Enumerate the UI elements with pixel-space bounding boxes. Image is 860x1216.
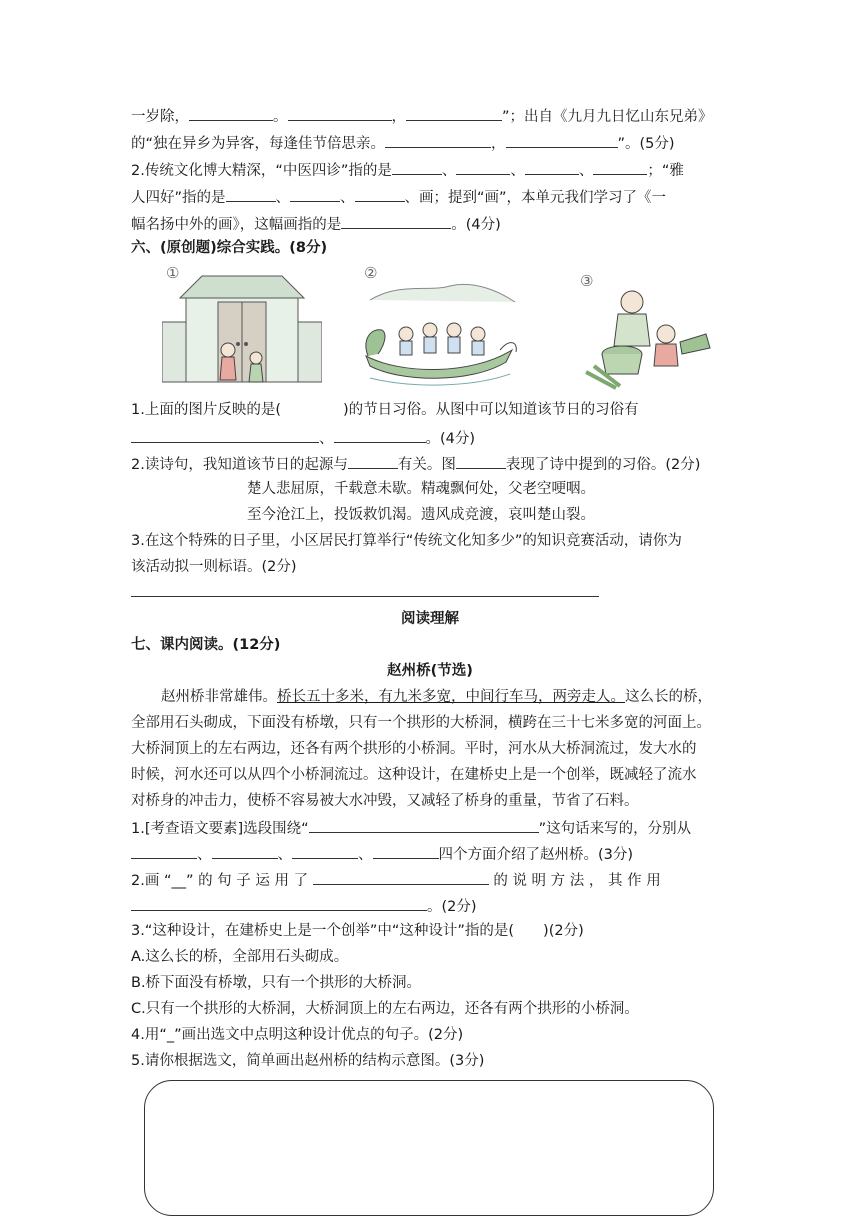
text: 。 xyxy=(273,109,288,125)
passage-line-5: 对桥身的冲击力，使桥不容易被大水冲毁，又减轻了桥身的重量，节省了石料。 xyxy=(131,793,639,809)
text: 。(4分) xyxy=(425,431,476,447)
poem-fill-line-2 xyxy=(131,131,675,155)
text: 、画；提到“画”，本单元我们学习了《一 xyxy=(404,190,667,206)
slogan-answer-line[interactable] xyxy=(131,596,599,597)
text: )的节日习俗。从图中可以知道该节日的习俗有 xyxy=(343,402,639,418)
text: 、 xyxy=(197,847,212,863)
text: 1.上面的图片反映的是( xyxy=(131,402,281,418)
drawing-answer-box[interactable] xyxy=(144,1080,714,1216)
answer-blank[interactable] xyxy=(355,185,405,202)
text: 的 说 明 方 法 ， 其 作 用 xyxy=(493,873,661,889)
text: 赵州桥非常雄伟。 xyxy=(161,689,277,705)
text: 这么长的桥， xyxy=(625,689,712,705)
question-7-5: 5.请你根据选文，简单画出赵州桥的结构示意图。(3分) xyxy=(131,1053,485,1069)
question-5-2-line-3 xyxy=(131,212,501,236)
question-7-1-line-1 xyxy=(131,816,691,840)
text: 。(2分) xyxy=(427,899,477,915)
text: 、 xyxy=(510,163,525,179)
question-7-2-line-2 xyxy=(131,894,477,918)
answer-blank[interactable] xyxy=(131,894,427,911)
text: 、 xyxy=(340,190,355,206)
reading-title: 阅读理解 xyxy=(401,611,459,627)
answer-blank[interactable] xyxy=(373,842,439,859)
option-a[interactable]: A.这么长的桥，全部用石头砌成。 xyxy=(131,949,349,965)
text: ， xyxy=(391,109,406,125)
answer-blank[interactable] xyxy=(385,131,491,148)
answer-blank[interactable] xyxy=(341,212,451,229)
answer-blank[interactable] xyxy=(334,426,426,443)
text: 2.画 “__” 的 句 子 运 用 了 xyxy=(131,873,309,889)
picture-2-dragon-boat-illustration xyxy=(360,262,520,392)
text: 幅名扬中外的画》，这幅画指的是 xyxy=(131,217,342,233)
question-6-3-line-1: 3.在这个特殊的日子里，小区居民打算举行“传统文化知多少”的知识竞赛活动，请你为 xyxy=(131,533,682,549)
poem-fill-line-1 xyxy=(131,104,713,128)
answer-blank[interactable] xyxy=(292,842,358,859)
answer-blank[interactable] xyxy=(406,104,502,121)
question-7-3: 3.“这种设计，在建桥史上是一个创举”中“这种设计”指的是( )(2分) xyxy=(131,923,584,939)
answer-blank[interactable] xyxy=(189,104,273,121)
question-6-3-line-2: 该活动拟一则标语。(2分) xyxy=(131,559,297,575)
text: ， xyxy=(491,136,506,152)
text: 一岁除， xyxy=(131,109,189,125)
text: 、 xyxy=(578,163,594,179)
picture-1-gate-illustration xyxy=(162,262,322,392)
answer-blank[interactable] xyxy=(456,158,510,175)
poem-line-1: 楚人悲屈原，千载意未歇。精魂飘何处，父老空哽咽。 xyxy=(247,481,595,497)
text: 、 xyxy=(441,163,457,179)
answer-blank[interactable] xyxy=(288,104,392,121)
question-5-2-line-2 xyxy=(131,185,666,209)
answer-blank[interactable] xyxy=(348,452,398,469)
answer-blank[interactable] xyxy=(212,842,278,859)
answer-blank[interactable] xyxy=(290,185,340,202)
passage-title: 赵州桥(节选) xyxy=(387,663,473,679)
underlined-sentence: 桥长五十多米，有九米多宽，中间行车马，两旁走人。 xyxy=(277,689,625,705)
text: 、 xyxy=(319,431,334,447)
answer-blank[interactable] xyxy=(313,868,489,885)
question-5-2-line-1 xyxy=(131,158,684,182)
text: 。(4分) xyxy=(451,217,501,233)
passage-line-2: 全部用石头砌成，下面没有桥墩，只有一个拱形的大桥洞，横跨在三十七米多宽的河面上。 xyxy=(131,715,711,731)
picture-1-label: ① xyxy=(166,264,180,282)
answer-blank[interactable] xyxy=(226,185,276,202)
text: 表现了诗中提到的习俗。(2分) xyxy=(505,457,701,473)
answer-blank[interactable] xyxy=(229,426,319,443)
answer-blank[interactable] xyxy=(593,158,647,175)
poem-line-2: 至今沧江上，投饭救饥渴。遗风成竞渡，哀叫楚山裂。 xyxy=(247,507,595,523)
text: 2.传统文化博大精深，“中医四诊”指的是 xyxy=(131,163,392,179)
text: 人四好”指的是 xyxy=(131,190,226,206)
text: 、 xyxy=(277,847,292,863)
text: 1.[考查语文要素]选段围绕“ xyxy=(131,821,309,837)
text: ”；出自《九月九日忆山东兄弟》 xyxy=(502,109,713,125)
picture-3-zongzi-illustration xyxy=(576,262,730,392)
text: 四个方面介绍了赵州桥。(3分) xyxy=(438,847,634,863)
text: ”这句话来写的，分别从 xyxy=(538,821,692,837)
answer-blank[interactable] xyxy=(392,158,442,175)
passage-line-4: 时候，河水还可以从四个小桥洞流过。这种设计，在建桥史上是一个创举，既减轻了流水 xyxy=(131,767,697,783)
text: ；“雅 xyxy=(647,163,684,179)
text: 2.读诗句，我知道该节日的起源与 xyxy=(131,457,348,473)
text: 的“独在异乡为异客，每逢佳节倍思亲。 xyxy=(131,136,386,152)
picture-2-label: ② xyxy=(364,264,378,282)
picture-3-label: ③ xyxy=(580,272,594,290)
answer-blank[interactable] xyxy=(131,426,229,443)
passage-line-3: 大桥洞顶上的左右两边，还各有两个拱形的小桥洞。平时，河水从大桥洞流过，发大水的 xyxy=(131,741,697,757)
answer-blank[interactable] xyxy=(131,842,197,859)
section-6-heading: 六、(原创题)综合实践。(8分) xyxy=(131,240,328,256)
question-6-2 xyxy=(131,452,700,476)
question-7-4: 4.用“_”画出选文中点明这种设计优点的句子。(2分) xyxy=(131,1027,464,1043)
question-7-2-line-1 xyxy=(131,868,661,892)
answer-blank[interactable] xyxy=(506,131,618,148)
question-6-1-line-2 xyxy=(131,426,475,450)
option-c[interactable]: C.只有一个拱形的大桥洞，大桥洞顶上的左右两边，还各有两个拱形的小桥洞。 xyxy=(131,1001,639,1017)
answer-blank[interactable] xyxy=(525,158,579,175)
question-7-1-line-2 xyxy=(131,842,633,866)
answer-blank[interactable] xyxy=(456,452,506,469)
text: 有关。图 xyxy=(397,457,456,473)
option-b[interactable]: B.桥下面没有桥墩，只有一个拱形的大桥洞。 xyxy=(131,975,422,991)
section-7-heading: 七、课内阅读。(12分) xyxy=(131,637,281,653)
text: ”。(5分) xyxy=(617,136,675,152)
text: 、 xyxy=(358,847,373,863)
answer-blank[interactable] xyxy=(309,816,539,833)
text: 、 xyxy=(275,190,291,206)
passage-line-1 xyxy=(161,686,712,708)
question-6-1-line-1 xyxy=(131,399,639,421)
